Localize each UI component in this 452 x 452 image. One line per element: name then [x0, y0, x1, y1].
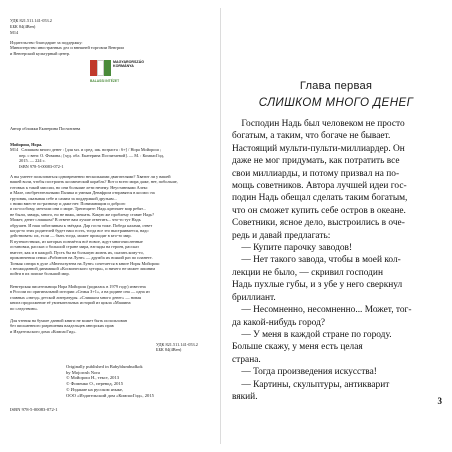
- annotation-line: с ними вместе по-разному и даже нет. Понимающим и доброго: [10, 201, 126, 207]
- body-line: что он сможет купить себе остров в океане.: [232, 205, 406, 216]
- body-line: — Тогда произведения искусства!: [232, 367, 377, 378]
- catalog-card: [10, 142, 216, 169]
- bbk-code: ББК 84(4Вен): [10, 24, 36, 29]
- body-line: — Картины, скульптуры, антикварит: [232, 379, 390, 390]
- annotation-line: вашей воли, чтобы построить космический корабль? Вот и всего мира даже, нет, побольше,: [10, 179, 178, 185]
- body-line: Больше скажу, у меня есть целая: [232, 342, 363, 353]
- udk-repeat-line: УДК 821.511.141-053.2: [156, 342, 198, 347]
- body-line: — Нет такого завода, чтобы в моей кол-: [232, 255, 401, 266]
- annotation-line: грузовик, оказывая себе и самим за поддержкой друзьям...: [10, 195, 117, 201]
- government-logo: [90, 58, 145, 90]
- udk-code: УДК 821.511.141-053.2: [10, 18, 52, 23]
- rights-line: Для чтения на бумаге данной книги не может быть использован: [10, 318, 127, 323]
- catalog-line: М14 Слишком много денег : [для мл. и сред. шк. возраста : 6+] / Нора Мойорош ;: [10, 147, 162, 153]
- body-line: Надь пухлые губы, и з убе у него сверкнул: [232, 280, 403, 291]
- body-line: вякий.: [232, 391, 258, 402]
- isbn: ISBN 978-5-00083-072-1: [10, 407, 58, 412]
- body-line: да какой-нибудь город?: [232, 317, 326, 328]
- copyright-line: © Мойорош Н., текст, 2013: [66, 375, 120, 381]
- catalog-isbn: ISBN 978-5-00083-072-1: [19, 163, 64, 169]
- annotation-line: обрушен. И наш заботливым к звёздам. Дар гостя тоже. Победа калами, ответ: [10, 222, 153, 228]
- rights-line: и Издательского дома «КомпасГид».: [10, 328, 77, 334]
- body-line: — Купите парочку заводов!: [232, 243, 353, 254]
- right-page-chapter: [226, 8, 446, 444]
- copyright-line: by Mojorosh Nora: [66, 369, 100, 375]
- annotation-line: и по-особому, мечтали они о мире. Трепещите: Надь крепчает мир ребят...: [10, 206, 146, 212]
- copyright-line: © Издание на русском языке,: [66, 386, 124, 392]
- body-line: бриллиант.: [232, 292, 276, 303]
- catalog-author: Мойорош, Нора.: [10, 142, 43, 147]
- annotation-line: пойти в их поиске большой мир.: [10, 271, 70, 277]
- bio-line: в России по оригинальной истории «Семья З+1», а на родине она — одна из: [10, 289, 150, 295]
- body-line: Господин Надь был человеком не просто: [232, 119, 405, 129]
- annotation-line: не были, завидь, много, но не вижь, мешать. Какую же проблему ставит Надь?: [10, 211, 155, 217]
- bio-line: по следствию».: [10, 305, 39, 311]
- logo-text: [113, 60, 144, 69]
- bio-line: главных «звезд» детской литературы. «Слишком много денег» — новая: [10, 294, 142, 300]
- body-line: — У меня в каждой стране по городу.: [232, 329, 392, 340]
- chapter-body: [232, 118, 442, 403]
- annotation-line: когда-то этих родителей будет наш гость, тогда все это выстраивается, надо: [10, 228, 149, 234]
- annotation-line: вместе, как и в каждой. Пусть бы на большую жизнь их, сказать кому-то,: [10, 249, 144, 255]
- body-line: редь и давай предлагать:: [232, 230, 331, 241]
- logo-white-bar: [97, 60, 104, 76]
- annotation-line: и Мале, изобретательными Палика и умным Денафром отправятся в космос на: [10, 190, 155, 196]
- udk-repeat: [156, 342, 198, 353]
- cover-credit: Автор обложки Екатерина Посчитаева: [10, 126, 81, 131]
- catalog-line: 2015. — 224 с.: [19, 158, 46, 164]
- body-line: свои миллиарды, и потому призвал на по-: [232, 168, 400, 179]
- copyright-block: [66, 364, 216, 398]
- logo-red-bar: [90, 60, 97, 76]
- rights-note: [10, 318, 216, 334]
- logo-text-line: KORMÁNYA: [113, 64, 134, 69]
- catalog-line: пер. с венг. О. Фомина.; [худ. обл. Екатерина Посчитаевой]. — М. : КомпасГид,: [19, 152, 164, 158]
- left-page-imprint: [6, 8, 221, 444]
- institute-name: BALASSI INTÉZET: [90, 79, 120, 83]
- body-line: даже не мог придумать, как потратить все: [232, 156, 400, 167]
- page-number: 3: [437, 396, 442, 406]
- support-block: [10, 40, 210, 56]
- annotation-line: готовых к такой миссии, но они большие лети нечему. Неустанными Алекс: [10, 184, 148, 190]
- copyright-line: Originally published in Babyblumbudkok: [66, 364, 143, 369]
- support-line: Министерство иностранных дел и внешней торговли Венгрии: [10, 45, 124, 51]
- annotation-line: приключения семьи «Робинзон на Луне» — дружба их всякий раз по планете.: [10, 255, 153, 261]
- body-line: лекции не было, — скривил господин: [232, 267, 383, 278]
- annotation-line: Может, денег слишком? В ответе вам лучше ответить... что-то тут Надь: [10, 217, 141, 223]
- annotation: [10, 174, 216, 277]
- body-line: подин Надь обещал сделать таким богатым,: [232, 193, 408, 204]
- copyright-line: ООО «Издательский дом «КомпасГид», 2015: [66, 392, 154, 398]
- support-line: и Венгерский культурный центр.: [10, 50, 71, 56]
- annotation-line: действовать: их, если — быть тогда, может приходят в кто-то мир.: [10, 233, 132, 239]
- bbk-repeat-line: ББК 84(4Вен): [156, 347, 182, 353]
- support-line: Издательство благодарит за поддержку:: [10, 40, 83, 45]
- annotation-line: А вы умеете пользоваться одновременно несколькими двигателями? Хватит ли у вашей: [10, 174, 171, 179]
- body-line: — Несомненно, несомненно... Может, тог-: [232, 305, 412, 316]
- logo-green-bar: [104, 60, 111, 76]
- body-line: мощь советников. Автора лучшей идеи гос-: [232, 181, 407, 192]
- annotation-line: В путешествиях, из которых познаётся всё новое, ждут многочисленные: [10, 238, 143, 244]
- bio-line: Венгерская писательница Нора Мойорош (родилась в 1979 году) известна: [10, 284, 146, 289]
- body-line: страна.: [232, 354, 261, 365]
- author-code: М14: [10, 30, 19, 35]
- chapter-heading: Глава первая: [299, 80, 373, 92]
- bio-line: книга продолжение её увлекательных историй из цикла «Машина: [10, 300, 131, 306]
- body-line: Советники, ясное дело, выстроились в оче-: [232, 218, 405, 229]
- rights-line: без письменного разрешения владельцев авторских прав: [10, 323, 114, 329]
- annotation-line: с неожиданной динамикой «Космического хутора», и ничего не может лишним: [10, 265, 156, 271]
- logo-text-line: MAGYARORSZÁG: [113, 60, 145, 64]
- annotation-line: Тонкая сатира в духе «Мюнхгаузена на Луне» сочетается в книге Норы Мойорош: [10, 260, 160, 266]
- body-line: Настоящий мульти-пульти-миллиардер. Он: [232, 143, 405, 154]
- author-bio: [10, 284, 216, 311]
- chapter-title: СЛИШКОМ МНОГО ДЕНЕГ: [258, 96, 414, 109]
- body-line: богатым, а таким, что богаче не бывает.: [232, 131, 391, 142]
- copyright-line: © Фоменко О., перевод, 2015: [66, 381, 124, 387]
- annotation-line: остановки, рассказ о большой стране мира, взгляды на героев, рассказ: [10, 244, 139, 250]
